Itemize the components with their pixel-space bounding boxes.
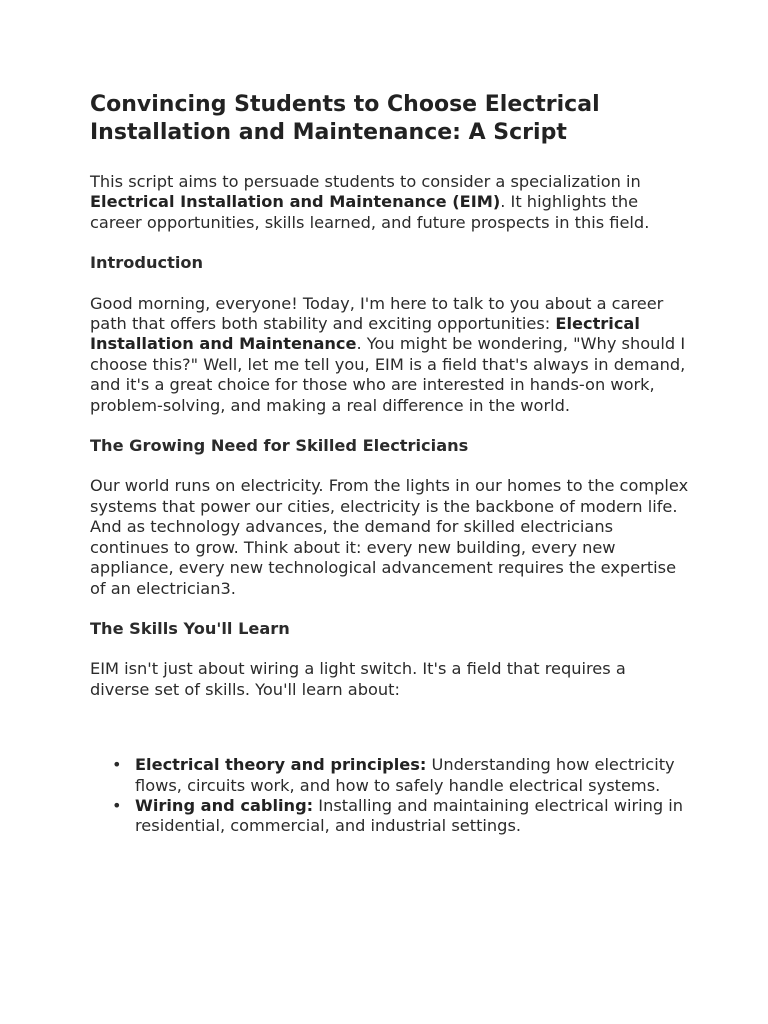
introduction-text-start: Good morning, everyone! Today, I'm here to talk to you about a career path that offers both stability and exciting opportunities: (90, 293, 664, 334)
introduction-paragraph (90, 294, 690, 416)
intro-text-start: This script aims to persuade students to consider a specialization in (90, 172, 641, 191)
list-item-description: Installing and maintaining electrical wiring in residential, commercial, and industrial settings. (135, 795, 684, 836)
skills-heading: The Skills You'll Learn (90, 618, 290, 638)
bullet-icon: • (112, 755, 122, 775)
bullet-icon: • (112, 795, 122, 815)
document-page (90, 91, 690, 837)
skills-list (90, 755, 690, 837)
introduction-emphasis: Electrical Installation and Maintenance (90, 314, 640, 354)
list-item-term: Wiring and cabling: (135, 795, 314, 815)
list-item (112, 755, 690, 796)
intro-paragraph (90, 172, 690, 233)
introduction-text-end: . You might be wondering, "Why should I choose this?" Well, let me tell you, EIM is a field that's always in demand, and it's a great choice for those who are interested in hands-on work, problem-solving, and making a real difference in the world. (90, 334, 686, 415)
skills-paragraph: EIM isn't just about wiring a light switch. It's a field that requires a diverse set of skills. You'll learn about: (90, 659, 626, 699)
intro-emphasis: Electrical Installation and Maintenance (EIM) (90, 192, 501, 212)
list-item-description: Understanding how electricity flows, circuits work, and how to safely handle electrical systems. (135, 755, 675, 795)
list-item-term: Electrical theory and principles: (135, 755, 427, 775)
growing-need-paragraph: Our world runs on electricity. From the lights in our homes to the complex systems that power our cities, electricity is the backbone of modern life. And as technology advances, the demand for skilled electricians continues to grow. Think about it: every new building, every new appliance, every new technological advancement requires the expertise of an electrician3. (90, 476, 689, 598)
growing-need-heading: The Growing Need for Skilled Electricians (90, 436, 469, 456)
list-item (112, 795, 690, 837)
intro-text-end: . It highlights the career opportunities, skills learned, and future prospects in this field. (90, 192, 650, 232)
page-title: Convincing Students to Choose Electrical Installation and Maintenance: A Script (90, 92, 600, 145)
introduction-heading: Introduction (90, 253, 204, 273)
